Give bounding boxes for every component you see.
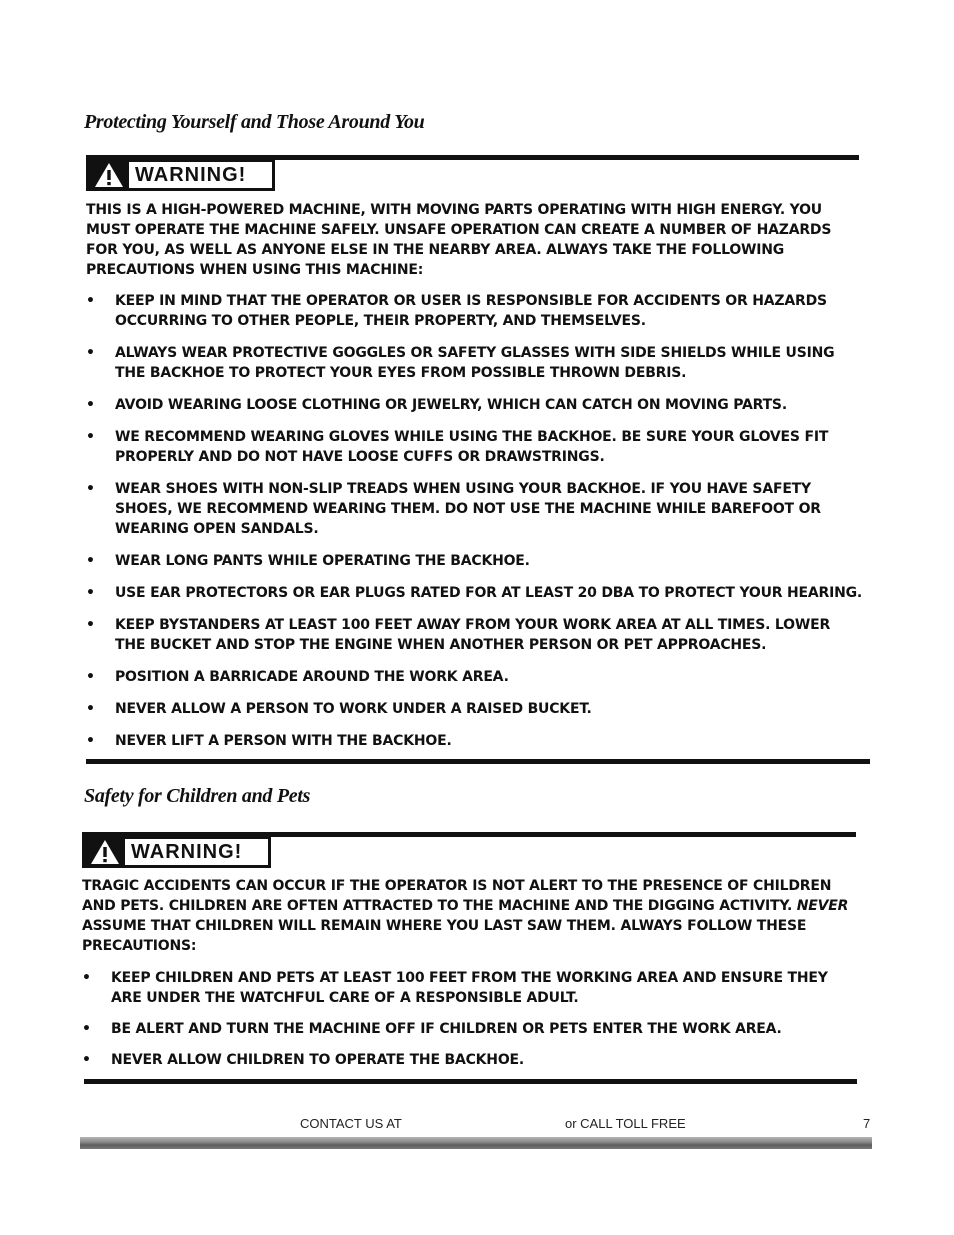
list-item xyxy=(86,427,864,467)
list-item xyxy=(86,479,864,539)
list-item-text: WEAR SHOES WITH NON-SLIP TREADS WHEN USING YOUR BACKHOE. IF YOU HAVE SAFETY SHOES, WE RECOMMEND WEARING THEM. DO NOT USE THE MACHINE WHILE BAREFOOT OR WEARING OPEN SANDALS. xyxy=(115,481,821,537)
bullet-icon: • xyxy=(86,293,95,309)
bullet-icon: • xyxy=(82,1052,91,1068)
footer-bar xyxy=(80,1137,872,1149)
list-item-text: AVOID WEARING LOOSE CLOTHING OR JEWELRY, WHICH CAN CATCH ON MOVING PARTS. xyxy=(115,397,787,413)
list-item-text: NEVER ALLOW A PERSON TO WORK UNDER A RAISED BUCKET. xyxy=(115,701,592,717)
list-item-text: KEEP IN MIND THAT THE OPERATOR OR USER IS RESPONSIBLE FOR ACCIDENTS OR HAZARDS OCCURRING TO OTHER PEOPLE, THEIR PROPERTY, AND THEMSELVES. xyxy=(115,293,827,329)
list-item-text: NEVER LIFT A PERSON WITH THE BACKHOE. xyxy=(115,733,452,749)
list-item xyxy=(86,343,864,383)
bullet-icon: • xyxy=(86,481,95,497)
warning-label: WARNING! xyxy=(135,163,247,186)
list-item-text: POSITION A BARRICADE AROUND THE WORK AREA. xyxy=(115,669,509,685)
list-item-text: KEEP BYSTANDERS AT LEAST 100 FEET AWAY FROM YOUR WORK AREA AT ALL TIMES. LOWER THE BUCKET AND STOP THE ENGINE WHEN ANOTHER PERSON OR PET APPROACHES. xyxy=(115,617,831,653)
list-item xyxy=(82,1050,860,1070)
list-item xyxy=(86,395,864,415)
bullet-icon: • xyxy=(86,553,95,569)
warning-label: WARNING! xyxy=(131,840,243,863)
bullet-icon: • xyxy=(82,1021,91,1037)
list-item xyxy=(82,1019,860,1039)
list-item xyxy=(86,667,864,687)
section1-bottom-rule xyxy=(86,759,870,764)
footer-call: or CALL TOLL FREE xyxy=(565,1116,686,1131)
footer-contact: CONTACT US AT xyxy=(300,1116,402,1131)
bullet-icon: • xyxy=(82,970,91,986)
warning-triangle-icon xyxy=(89,162,129,188)
warning-banner xyxy=(82,836,271,868)
list-item xyxy=(86,551,864,571)
bullet-icon: • xyxy=(86,669,95,685)
list-item-text: ALWAYS WEAR PROTECTIVE GOGGLES OR SAFETY GLASSES WITH SIDE SHIELDS WHILE USING THE BACKHOE TO PROTECT YOUR EYES FROM POSSIBLE THROWN DEBRIS. xyxy=(115,345,835,381)
bullet-icon: • xyxy=(86,397,95,413)
bullet-icon: • xyxy=(86,345,95,361)
bullet-icon: • xyxy=(86,617,95,633)
section1-precautions-list xyxy=(86,291,864,763)
warning-banner xyxy=(86,159,275,191)
bullet-icon: • xyxy=(86,429,95,445)
list-item-text: KEEP CHILDREN AND PETS AT LEAST 100 FEET FROM THE WORKING AREA AND ENSURE THEY ARE UNDER THE WATCHFUL CARE OF A RESPONSIBLE ADULT. xyxy=(111,970,828,1006)
section2-intro-text: TRAGIC ACCIDENTS CAN OCCUR IF THE OPERATOR IS NOT ALERT TO THE PRESENCE OF CHILDREN AND PETS. CHILDREN ARE OFTEN ATTRACTED TO THE MACHINE AND THE DIGGING ACTIVITY. xyxy=(82,878,832,914)
section-title-protecting-yourself: Protecting Yourself and Those Around You xyxy=(84,111,425,133)
warning-triangle-icon xyxy=(85,839,125,865)
list-item-text: NEVER ALLOW CHILDREN TO OPERATE THE BACKHOE. xyxy=(111,1052,525,1068)
list-item xyxy=(86,699,864,719)
section2-precautions-list xyxy=(82,968,860,1081)
list-item xyxy=(86,291,864,331)
section1-intro: THIS IS A HIGH-POWERED MACHINE, WITH MOVING PARTS OPERATING WITH HIGH ENERGY. YOU MUST OPERATE THE MACHINE SAFELY. UNSAFE OPERATION CAN CREATE A NUMBER OF HAZARDS FOR YOU, AS WELL AS ANYONE ELSE IN THE NEARBY AREA. ALWAYS TAKE THE FOLLOWING PRECAUTIONS WHEN USING THIS MACHINE: xyxy=(86,202,832,278)
list-item-text: WE RECOMMEND WEARING GLOVES WHILE USING THE BACKHOE. BE SURE YOUR GLOVES FIT PROPERLY AND DO NOT HAVE LOOSE CUFFS OR DRAWSTRINGS. xyxy=(115,429,829,465)
list-item-text: USE EAR PROTECTORS OR EAR PLUGS RATED FOR AT LEAST 20 DBA TO PROTECT YOUR HEARING. xyxy=(115,585,863,601)
bullet-icon: • xyxy=(86,701,95,717)
section2-intro xyxy=(82,876,862,956)
section-title-children-pets: Safety for Children and Pets xyxy=(84,785,311,807)
section2-bottom-rule xyxy=(84,1079,857,1084)
list-item xyxy=(86,583,864,603)
list-item xyxy=(86,615,864,655)
section2-intro-rest: ASSUME THAT CHILDREN WILL REMAIN WHERE YOU LAST SAW THEM. ALWAYS FOLLOW THESE PRECAUTIONS: xyxy=(82,918,807,954)
list-item-text: BE ALERT AND TURN THE MACHINE OFF IF CHILDREN OR PETS ENTER THE WORK AREA. xyxy=(111,1021,782,1037)
bullet-icon: • xyxy=(86,585,95,601)
never-emphasis: NEVER xyxy=(796,898,849,914)
list-item-text: WEAR LONG PANTS WHILE OPERATING THE BACKHOE. xyxy=(115,553,530,569)
bullet-icon: • xyxy=(86,733,95,749)
list-item xyxy=(82,968,860,1008)
page-number: 7 xyxy=(863,1116,871,1131)
list-item xyxy=(86,731,864,751)
